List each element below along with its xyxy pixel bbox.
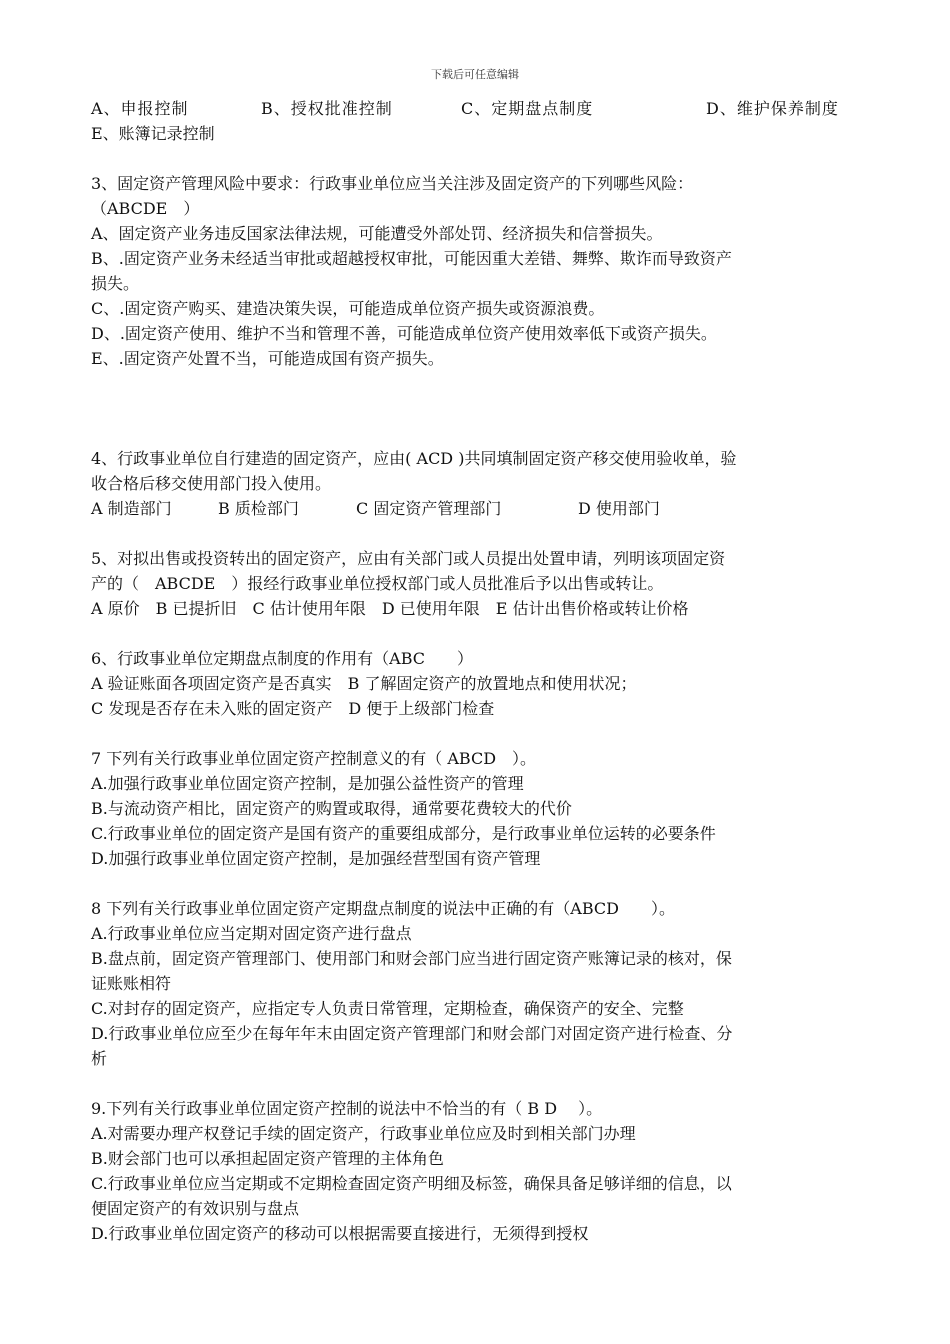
q8-stem: 8 下列有关行政事业单位固定资产定期盘点制度的说法中正确的有（ABCD ）。	[91, 899, 675, 918]
q6-stem: 6、行政事业单位定期盘点制度的作用有（ABC ）	[91, 649, 474, 668]
q9-option-d: D.行政事业单位固定资产的移动可以根据需要直接进行，无须得到授权	[91, 1224, 589, 1243]
q6-options-line1: A 验证账面各项固定资产是否真实 B 了解固定资产的放置地点和使用状况；	[91, 674, 637, 693]
q4-option-c: C 固定资产管理部门	[356, 499, 502, 518]
q4-stem-line2: 收合格后移交使用部门投入使用。	[91, 474, 332, 493]
q9-option-c-line2: 便固定资产的有效识别与盘点	[91, 1199, 300, 1218]
q9-option-c-line1: C.行政事业单位应当定期或不定期检查固定资产明细及标签，确保具备足够详细的信息，以	[91, 1174, 732, 1193]
q7-option-a: A.加强行政事业单位固定资产控制，是加强公益性资产的管理	[91, 774, 524, 793]
q2-options-row	[91, 96, 861, 121]
q8-option-d-line1: D.行政事业单位应至少在每年年末由固定资产管理部门和财会部门对固定资产进行检查、分	[91, 1024, 733, 1043]
q3-option-e: E、.固定资产处置不当，可能造成国有资产损失。	[91, 349, 444, 368]
q3-option-a: A、固定资产业务违反国家法律法规，可能遭受外部处罚、经济损失和信誉损失。	[91, 224, 663, 243]
q4-options-row	[91, 496, 861, 521]
q9-option-a: A.对需要办理产权登记手续的固定资产，行政事业单位应及时到相关部门办理	[91, 1124, 636, 1143]
q2-option-b: B、授权批准控制	[261, 99, 393, 118]
q5-stem-line2: 产的（ ABCDE ）报经行政事业单位授权部门或人员批准后予以出售或转让。	[91, 574, 664, 593]
document-body	[91, 96, 861, 1246]
q5-options: A 原价 B 已提折旧 C 估计使用年限 D 已使用年限 E 估计出售价格或转让价格	[91, 599, 689, 618]
q5-stem-line1: 5、对拟出售或投资转出的固定资产，应由有关部门或人员提出处置申请，列明该项固定资	[91, 549, 726, 568]
q4-option-d: D 使用部门	[578, 499, 660, 518]
q3-option-b-line2: 损失。	[91, 274, 140, 293]
q7-option-c: C.行政事业单位的固定资产是国有资产的重要组成部分，是行政事业单位运转的必要条件	[91, 824, 716, 843]
q4-option-a: A 制造部门	[91, 499, 172, 518]
q3-option-b-line1: B、.固定资产业务未经适当审批或超越授权审批，可能因重大差错、舞弊、欺诈而导致资产	[91, 249, 732, 268]
q7-option-d: D.加强行政事业单位固定资产控制，是加强经营型国有资产管理	[91, 849, 541, 868]
q3-stem-line1: 3、固定资产管理风险中要求：行政事业单位应当关注涉及固定资产的下列哪些风险：	[91, 174, 694, 193]
q8-option-b-line2: 证账账相符	[91, 974, 172, 993]
q7-stem: 7 下列有关行政事业单位固定资产控制意义的有（ ABCD ）。	[91, 749, 537, 768]
q8-option-b-line1: B.盘点前，固定资产管理部门、使用部门和财会部门应当进行固定资产账簿记录的核对，保	[91, 949, 732, 968]
q4-stem-line1: 4、行政事业单位自行建造的固定资产，应由( ACD )共同填制固定资产移交使用验收单，验	[91, 449, 737, 468]
q3-stem-line2: （ABCDE ）	[91, 199, 200, 218]
q2-option-e: E、账簿记录控制	[91, 124, 215, 143]
q9-option-b: B.财会部门也可以承担起固定资产管理的主体角色	[91, 1149, 444, 1168]
q7-option-b: B.与流动资产相比，固定资产的购置或取得，通常要花费较大的代价	[91, 799, 572, 818]
q2-option-d: D、维护保养制度	[706, 99, 839, 118]
q4-option-b: B 质检部门	[218, 499, 299, 518]
q2-option-c: C、定期盘点制度	[461, 99, 594, 118]
q8-option-d-line2: 析	[91, 1049, 108, 1068]
q3-option-d: D、.固定资产使用、维护不当和管理不善，可能造成单位资产使用效率低下或资产损失。	[91, 324, 717, 343]
q8-option-a: A.行政事业单位应当定期对固定资产进行盘点	[91, 924, 412, 943]
q9-stem: 9.下列有关行政事业单位固定资产控制的说法中不恰当的有（ B D ）。	[91, 1099, 603, 1118]
q8-option-c: C.对封存的固定资产，应指定专人负责日常管理，定期检查，确保资产的安全、完整	[91, 999, 684, 1018]
q6-options-line2: C 发现是否存在未入账的固定资产 D 便于上级部门检查	[91, 699, 495, 718]
page-header: 下载后可任意编辑	[431, 68, 519, 81]
q2-option-a: A、申报控制	[91, 99, 189, 118]
q3-option-c: C、.固定资产购买、建造决策失误，可能造成单位资产损失或资源浪费。	[91, 299, 605, 318]
